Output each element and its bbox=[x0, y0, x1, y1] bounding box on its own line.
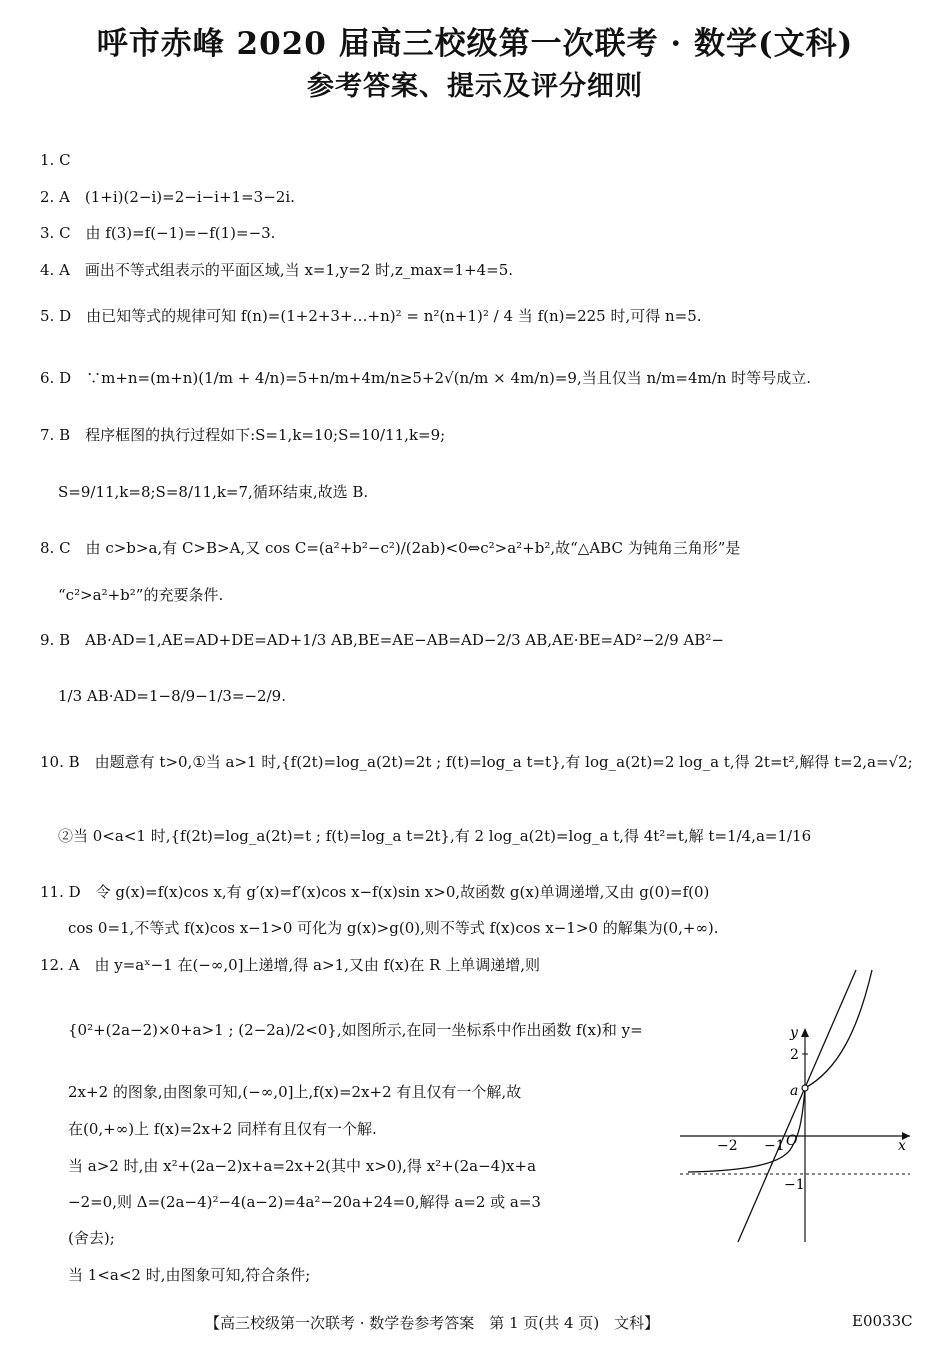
line-2x-plus-2 bbox=[738, 970, 856, 1242]
answer-12-line6: −2=0,则 Δ=(2a−4)²−4(a−2)=4a²−20a+24=0,解得 a=2 或 a=3 bbox=[68, 1193, 541, 1211]
answer-11-line1: 11. D 令 g(x)=f(x)cos x,有 g′(x)=f′(x)cos x−f(x)sin x>0,故函数 g(x)单调递增,又由 g(0)=f(0) bbox=[40, 883, 710, 901]
answer-10-line1: 10. B 由题意有 t>0,①当 a>1 时,{f(2t)=log_a(2t)=2t ; f(t)=log_a t=t},有 log_a(2t)=2 log_a t,得 2t=t²,解得 t=2,a=√2; bbox=[40, 753, 913, 771]
answer-12-line2: {0²+(2a−2)×0+a>1 ; (2−2a)/2<0},如图所示,在同一坐标系中作出函数 f(x)和 y= bbox=[68, 1021, 643, 1039]
answer-12-line4: 在(0,+∞)上 f(x)=2x+2 同样有且仅有一个解. bbox=[68, 1120, 377, 1138]
tick-label-neg1: −1 bbox=[764, 1138, 785, 1154]
answer-9-line2: 1/3 AB·AD=1−8/9−1/3=−2/9. bbox=[58, 687, 286, 705]
answer-1: 1. C bbox=[40, 151, 71, 169]
tick-label-a: a bbox=[790, 1083, 799, 1099]
origin-label: O bbox=[786, 1133, 798, 1149]
answer-8-line2: “c²>a²+b²”的充要条件. bbox=[58, 586, 224, 604]
answer-4: 4. A 画出不等式组表示的平面区域,当 x=1,y=2 时,z_max=1+4=5. bbox=[40, 261, 514, 279]
tick-label-neg1-y: −1 bbox=[784, 1177, 805, 1193]
footer-text: 【高三校级第一次联考 · 数学卷参考答案 第 1 页(共 4 页) 文科】 bbox=[205, 1314, 660, 1332]
answer-12-line5: 当 a>2 时,由 x²+(2a−2)x+a=2x+2(其中 x>0),得 x²+(2a−4)x+a bbox=[68, 1157, 537, 1175]
answer-6: 6. D ∵m+n=(m+n)(1/m + 4/n)=5+n/m+4m/n≥5+2√(n/m × 4m/n)=9,当且仅当 n/m=4m/n 时等号成立. bbox=[40, 369, 812, 387]
answer-3: 3. C 由 f(3)=f(−1)=−f(1)=−3. bbox=[40, 224, 276, 242]
footer-code: E0033C bbox=[852, 1312, 913, 1330]
answer-8-line1: 8. C 由 c>b>a,有 C>B>A,又 cos C=(a²+b²−c²)/(2ab)<0⇔c²>a²+b²,故“△ABC 为钝角三角形”是 bbox=[40, 539, 741, 557]
answer-5: 5. D 由已知等式的规律可知 f(n)=(1+2+3+…+n)² = n²(n+1)² / 4 当 f(n)=225 时,可得 n=5. bbox=[40, 307, 702, 325]
answer-12-line8: 当 1<a<2 时,由图象可知,符合条件; bbox=[68, 1266, 311, 1284]
y-axis-arrow bbox=[801, 1028, 809, 1037]
answer-7-line2: S=9/11,k=8;S=8/11,k=7,循环结束,故选 B. bbox=[58, 483, 369, 501]
tick-label-2: 2 bbox=[790, 1047, 799, 1063]
answer-2: 2. A (1+i)(2−i)=2−i−i+1=3−2i. bbox=[40, 188, 295, 206]
x-label: x bbox=[898, 1138, 906, 1154]
tick-label-neg2: −2 bbox=[717, 1138, 738, 1154]
answer-11-line2: cos 0=1,不等式 f(x)cos x−1>0 可化为 g(x)>g(0),则不等式 f(x)cos x−1>0 的解集为(0,+∞). bbox=[68, 919, 719, 937]
answer-10-line2: ②当 0<a<1 时,{f(2t)=log_a(2t)=t ; f(t)=log_a t=2t},有 2 log_a(2t)=log_a t,得 4t²=t,解 t=1/4,a=1/16 bbox=[58, 827, 812, 845]
function-graph bbox=[678, 960, 913, 1245]
answer-12-line3: 2x+2 的图象,由图象可知,(−∞,0]上,f(x)=2x+2 有且仅有一个解,故 bbox=[68, 1083, 522, 1101]
answer-9-line1: 9. B AB·AD=1,AE=AD+DE=AD+1/3 AB,BE=AE−AB=AD−2/3 AB,AE·BE=AD²−2/9 AB²− bbox=[40, 631, 724, 649]
answer-12-line1: 12. A 由 y=aˣ−1 在(−∞,0]上递增,得 a>1,又由 f(x)在 R 上单调递增,则 bbox=[40, 956, 540, 974]
answer-12-line7: (舍去); bbox=[68, 1229, 115, 1247]
quadratic-curve bbox=[805, 970, 872, 1088]
y-label: y bbox=[790, 1025, 798, 1041]
page-title: 呼市赤峰 2020 届高三校级第一次联考 · 数学(文科) bbox=[96, 26, 854, 62]
exponential-curve bbox=[688, 1088, 805, 1172]
page-subtitle: 参考答案、提示及评分细则 bbox=[307, 71, 643, 102]
answer-7-line1: 7. B 程序框图的执行过程如下:S=1,k=10;S=10/11,k=9; bbox=[40, 426, 446, 444]
point-a bbox=[802, 1085, 808, 1091]
